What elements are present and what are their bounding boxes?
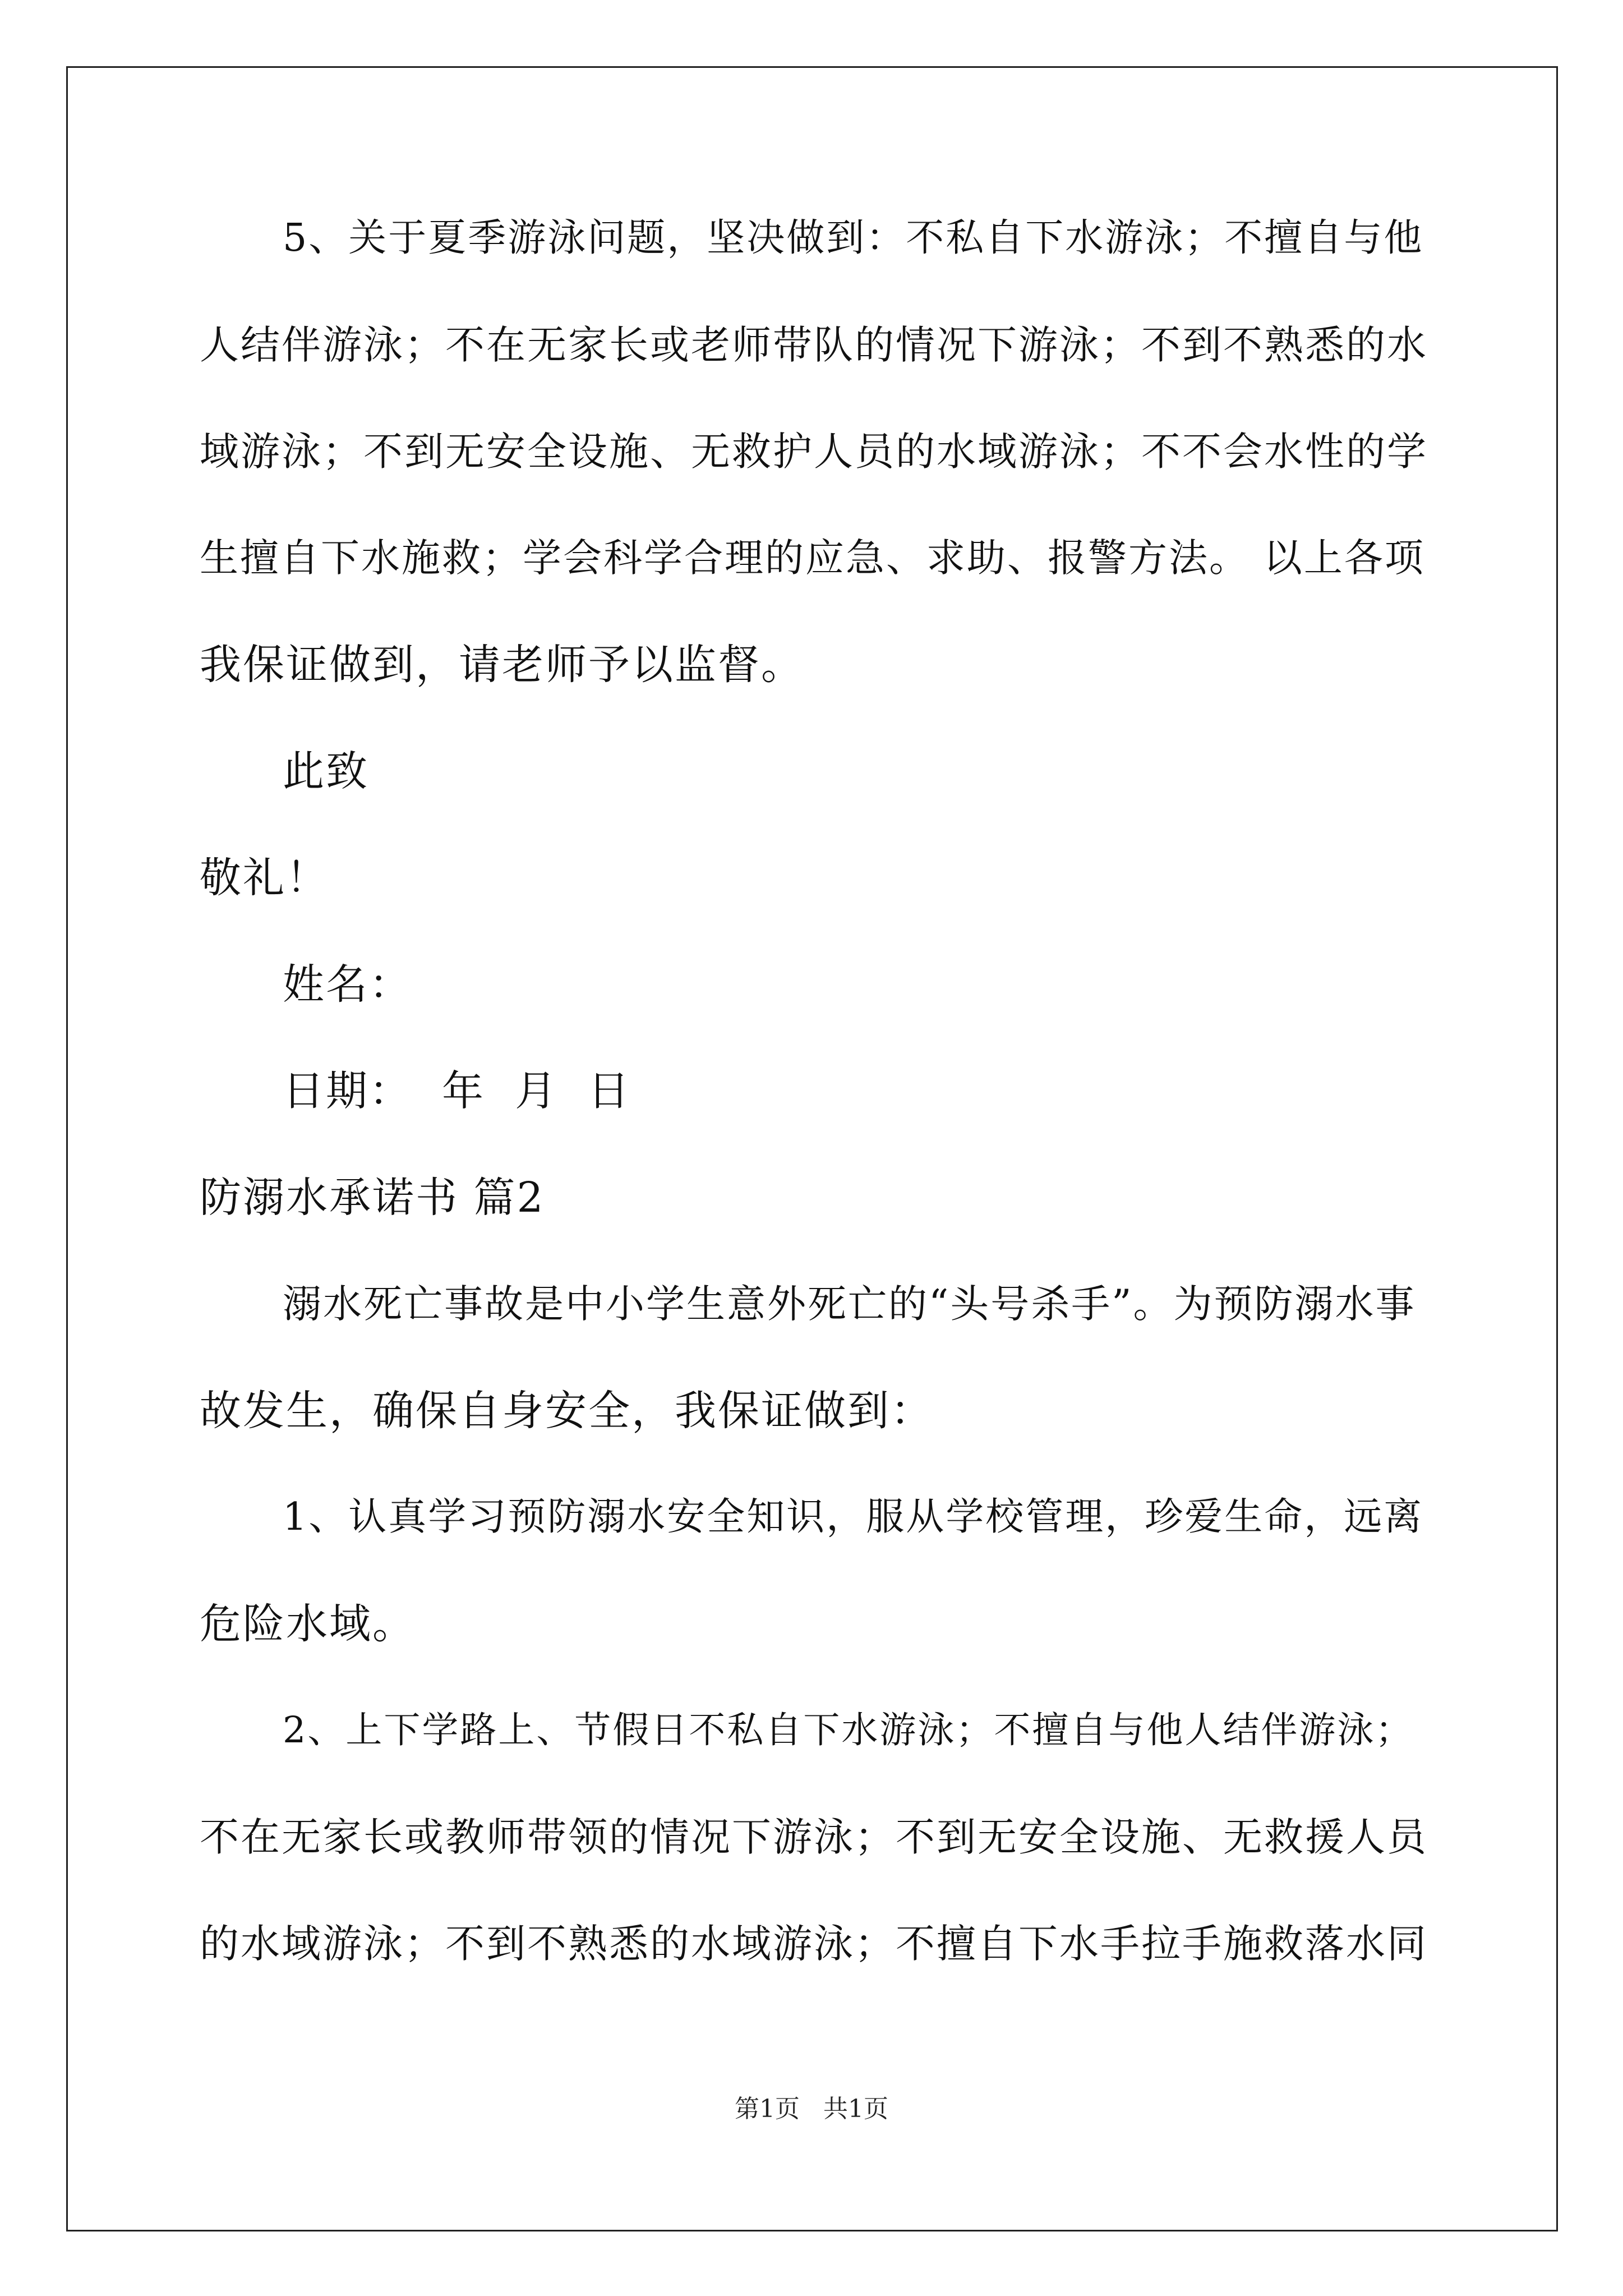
name-field-label: 姓名：	[283, 960, 412, 1009]
text-line: 5、关于夏季游泳问题，坚决做到：不私自下水游泳；不擅自与他	[283, 216, 1424, 260]
text-line: 生擅自下水施救；学会科学合理的应急、求助、报警方法。 以上各项	[200, 536, 1425, 581]
text-line: 故发生，确保自身安全，我保证做到：	[200, 1387, 934, 1435]
closing-regards: 敬礼！	[200, 854, 329, 902]
text-line: 不在无家长或教师带领的情况下游泳；不到无安全设施、无救援人员	[200, 1814, 1428, 1860]
page-border	[66, 66, 1558, 2231]
text-line: 危险水域。	[200, 1600, 416, 1648]
text-line: 人结伴游泳；不在无家长或老师带队的情况下游泳；不到不熟悉的水	[200, 322, 1428, 368]
section-heading: 防溺水承诺书 篇2	[200, 1174, 545, 1222]
text-line: 我保证做到，请老师予以监督。	[200, 641, 804, 689]
text-line: 域游泳；不到无安全设施、无救护人员的水域游泳；不不会水性的学	[200, 429, 1428, 475]
text-line: 溺水死亡事故是中小学生意外死亡的“头号杀手”。为预防溺水事	[283, 1282, 1416, 1327]
text-line: 的水域游泳；不到不熟悉的水域游泳；不擅自下水手拉手施救落水同	[200, 1921, 1428, 1967]
closing-salutation: 此致	[283, 747, 369, 795]
text-line: 2、上下学路上、节假日不私自下水游泳；不擅自与他人结伴游泳；	[283, 1709, 1414, 1751]
date-field-label: 日期： 年 月 日	[283, 1067, 631, 1115]
text-line: 1、认真学习预防溺水安全知识，服从学校管理，珍爱生命，远离	[283, 1495, 1424, 1539]
page-number-footer: 第1页 共1页	[735, 2095, 888, 2123]
